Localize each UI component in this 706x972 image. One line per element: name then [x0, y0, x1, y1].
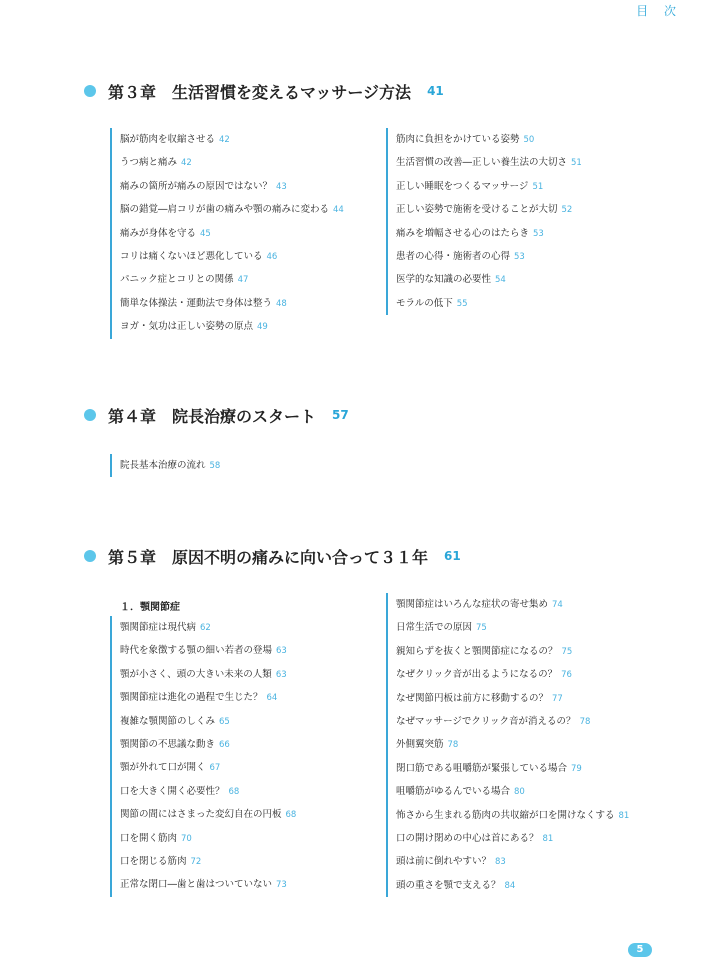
chapter-number: 第４章 — [108, 406, 157, 426]
toc-item[interactable]: 日常生活での原因 75 — [396, 622, 487, 634]
toc-item[interactable]: なぜ関節円板は前方に移動するの？ 77 — [396, 692, 563, 704]
chapter-5-left-list — [110, 616, 296, 897]
toc-item[interactable]: コリは痛くないほど悪化している 46 — [120, 250, 278, 262]
toc-item[interactable]: 口を大きく開く必要性？ 68 — [120, 785, 240, 797]
toc-item[interactable]: 口の開け閉めの中心は首にある？ 81 — [396, 832, 554, 844]
chapter-number: 第３章 — [108, 82, 157, 102]
toc-item[interactable]: うつ病と痛み 42 — [120, 157, 192, 169]
toc-item[interactable]: 親知らずを抜くと顎関節症になるの？ 75 — [396, 645, 573, 657]
toc-item[interactable]: パニック症とコリとの関係 47 — [120, 274, 249, 286]
toc-item[interactable]: 正しい姿勢で施術を受けることが大切 52 — [396, 204, 573, 216]
chapter-5-heading[interactable] — [84, 545, 461, 567]
bullet-dot-icon — [84, 409, 96, 421]
toc-item[interactable]: 怖さから生まれる筋肉の共収縮が口を開けなくする 81 — [396, 809, 630, 821]
page-number-badge: 5 — [628, 943, 652, 957]
toc-item[interactable]: ヨガ・気功は正しい姿勢の原点 49 — [120, 321, 268, 333]
toc-item[interactable]: 頭の重さを顎で支える？ 84 — [396, 879, 516, 891]
toc-item[interactable]: 脳が筋肉を収縮させる 42 — [120, 134, 230, 145]
toc-item[interactable]: 痛みの箇所が痛みの原因ではない？ 43 — [120, 180, 287, 192]
toc-item[interactable]: 生活習慣の改善―正しい養生法の大切さ 51 — [396, 157, 582, 169]
chapter-page: 41 — [427, 84, 444, 98]
toc-item[interactable]: 口を開く筋肉 70 — [120, 832, 192, 844]
toc-item[interactable]: 閉口筋である咀嚼筋が緊張している場合 79 — [396, 762, 582, 774]
toc-item[interactable]: 正しい睡眠をつくるマッサージ 51 — [396, 180, 544, 192]
toc-item[interactable]: 痛みを増幅させる心のはたらき 53 — [396, 227, 544, 239]
chapter-page: 61 — [444, 549, 461, 563]
toc-item[interactable]: 簡単な体操法・運動法で身体は整う 48 — [120, 297, 287, 309]
toc-item[interactable]: 外側翼突筋 78 — [396, 739, 459, 751]
toc-item[interactable]: 顎関節症はいろんな症状の寄せ集め 74 — [396, 599, 563, 610]
toc-item[interactable]: 咀嚼筋がゆるんでいる場合 80 — [396, 786, 525, 798]
chapter-3-heading[interactable] — [84, 80, 444, 102]
toc-item[interactable]: 顎が小さく、頭の大きい未来の人類 63 — [120, 668, 287, 680]
toc-item[interactable]: 正常な閉口―歯と歯はついていない 73 — [120, 879, 287, 891]
toc-item[interactable]: 患者の心得・施術者の心得 53 — [396, 250, 525, 262]
toc-item[interactable]: 口を閉じる筋肉 72 — [120, 855, 202, 867]
bullet-dot-icon — [84, 550, 96, 562]
chapter-title: 原因不明の痛みに向い合って３１年 — [172, 547, 429, 567]
toc-item[interactable]: 脳の錯覚―肩コリが歯の痛みや顎の痛みに変わる 44 — [120, 204, 344, 216]
toc-item[interactable]: モラルの低下 55 — [396, 297, 468, 309]
toc-item[interactable]: なぜクリック音が出るようになるの？ 76 — [396, 669, 572, 681]
toc-item[interactable]: 顎関節症は現代病 62 — [120, 622, 211, 633]
chapter-3-right-list — [386, 128, 582, 315]
chapter-4-heading[interactable] — [84, 404, 349, 426]
toc-item[interactable]: なぜマッサージでクリック音が消えるの？ 78 — [396, 715, 591, 727]
toc-item[interactable]: 複雑な顎関節のしくみ 65 — [120, 715, 230, 727]
chapter-number: 第５章 — [108, 547, 157, 567]
chapter-title: 院長治療のスタート — [172, 406, 317, 426]
toc-item[interactable]: 医学的な知識の必要性 54 — [396, 274, 506, 286]
chapter-page: 57 — [332, 408, 349, 422]
section-header-label: 目 次 — [636, 4, 682, 18]
section-subheading: １．顎関節症 — [120, 602, 180, 613]
chapter-3-left-list — [110, 128, 344, 339]
bullet-dot-icon — [84, 85, 96, 97]
toc-item[interactable]: 顎が外れて口が開く 67 — [120, 762, 221, 774]
toc-item[interactable]: 関節の間にはさまった変幻自在の円板 68 — [120, 809, 297, 821]
toc-item[interactable]: 筋肉に負担をかけている姿勢 50 — [396, 134, 535, 145]
chapter-5-right-list — [386, 593, 629, 897]
chapter-title: 生活習慣を変えるマッサージ方法 — [172, 82, 412, 102]
chapter-4-list — [110, 454, 220, 477]
toc-item[interactable]: 痛みが身体を守る 45 — [120, 227, 211, 239]
toc-item[interactable]: 頭は前に倒れやすい？ 83 — [396, 856, 506, 868]
toc-item[interactable]: 時代を象徴する顎の細い若者の登場 63 — [120, 645, 287, 657]
toc-item[interactable]: 院長基本治療の流れ 58 — [120, 460, 221, 471]
toc-item[interactable]: 顎関節症は進化の過程で生じた？ 64 — [120, 692, 278, 704]
toc-item[interactable]: 顎関節の不思議な動き 66 — [120, 738, 230, 750]
